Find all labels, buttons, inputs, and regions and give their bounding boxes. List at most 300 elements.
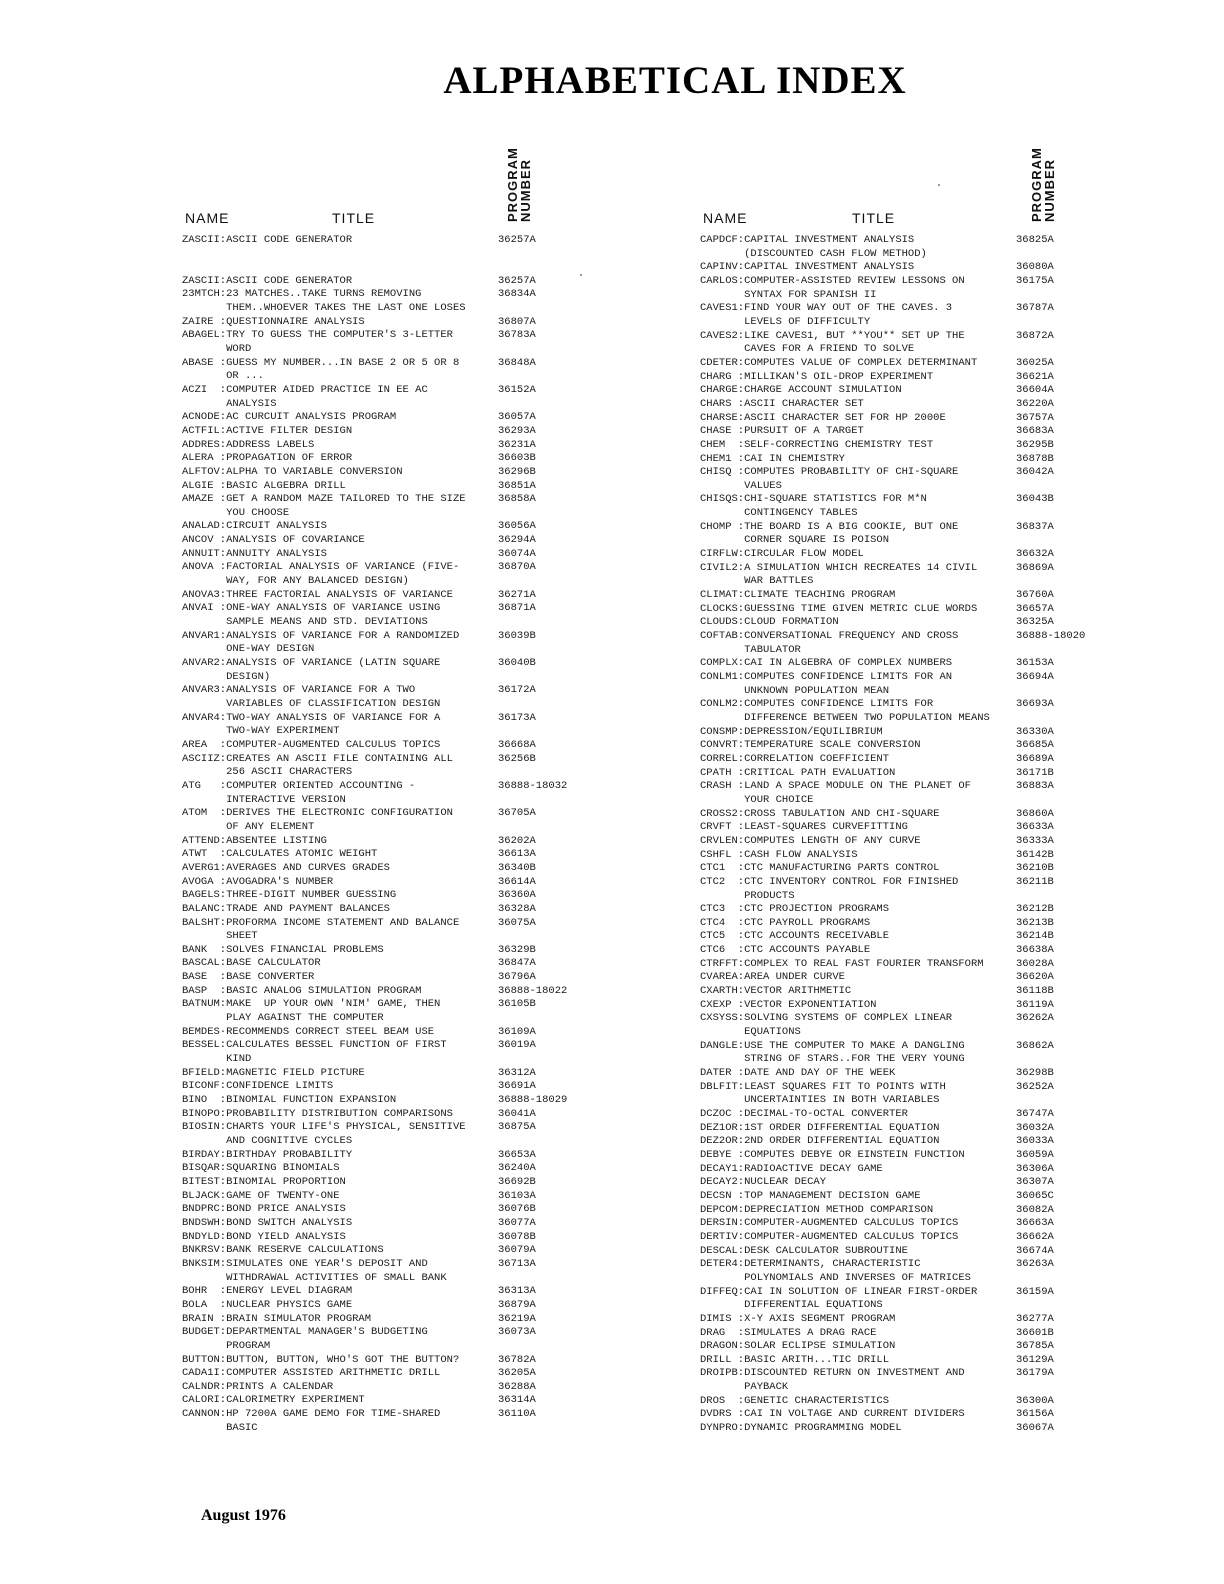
entry-program-number: 36692B [498, 1175, 536, 1188]
index-entry [700, 1258, 1085, 1272]
entry-program-number: 36171B [1016, 766, 1054, 779]
entry-name-title: BISQAR:SQUARING BINOMIALS [182, 1162, 340, 1175]
entry-name-title: CTC2 :CTC INVENTORY CONTROL FOR FINISHED [700, 875, 959, 888]
entry-program-number: 36782A [498, 1353, 536, 1366]
entry-program-number: 36760A [1016, 589, 1054, 602]
index-entry [182, 561, 567, 575]
index-entry [182, 684, 567, 698]
entry-name-title: ANOVA3:THREE FACTORIAL ANALYSIS OF VARIANCE [182, 588, 453, 601]
entry-program-number: 36325A [1016, 616, 1054, 629]
entry-name-title: ALGIE :BASIC ALGEBRA DRILL [182, 479, 346, 492]
entry-name-title: ANVAR4:TWO-WAY ANALYSIS OF VARIANCE FOR A [182, 711, 441, 724]
index-entry [182, 630, 567, 644]
entry-program-number: 36879A [498, 1298, 536, 1311]
index-entry [182, 302, 567, 316]
index-entry [182, 1422, 567, 1436]
entry-name-title: BIOSIN:CHARTS YOUR LIFE'S PHYSICAL, SENSITIVE [182, 1121, 466, 1134]
entry-name-title: THEM..WHOEVER TAKES THE LAST ONE LOSES [182, 301, 466, 314]
index-entry [182, 1285, 567, 1299]
entry-program-number: 36080A [1016, 261, 1054, 274]
entry-name-title: CXARTH:VECTOR ARITHMETIC [700, 985, 852, 998]
index-entry [182, 1121, 567, 1135]
entry-program-number: 36705A [498, 807, 536, 820]
entry-name-title: DCZOC :DECIMAL-TO-OCTAL CONVERTER [700, 1108, 908, 1120]
entry-program-number: 36330A [1016, 725, 1054, 738]
entry-program-number: 36153A [1016, 657, 1054, 670]
entry-program-number: 36298B [1016, 1067, 1054, 1080]
entry-name-title: DECAY1:RADIOACTIVE DECAY GAME [700, 1162, 883, 1175]
index-entry [182, 234, 567, 248]
entry-program-number: 36875A [498, 1121, 536, 1134]
entry-program-number: 36340B [498, 861, 536, 874]
entry-program-number: 36747A [1016, 1108, 1054, 1120]
index-entry [182, 411, 567, 425]
index-entry [182, 493, 567, 507]
entry-name-title: CTC4 :CTC PAYROLL PROGRAMS [700, 916, 871, 929]
entry-name-title: AND COGNITIVE CYCLES [182, 1135, 353, 1147]
entry-name-title: BEMDES·RECOMMENDS CORRECT STEEL BEAM USE [182, 1025, 435, 1038]
entry-name-title: BANK :SOLVES FINANCIAL PROBLEMS [182, 943, 384, 956]
entry-program-number: 36073A [498, 1326, 536, 1339]
entry-program-number: 36129A [1016, 1353, 1054, 1366]
index-entry [182, 439, 567, 453]
entry-name-title: (DISCOUNTED CASH FLOW METHOD) [700, 247, 927, 260]
entry-name-title: DESIGN) [182, 670, 271, 683]
entry-name-title: DATER :DATE AND DAY OF THE WEEK [700, 1067, 896, 1080]
entry-program-number: 36042A [1016, 466, 1054, 479]
print-speck [938, 184, 940, 186]
entry-program-number: 36837A [1016, 520, 1054, 533]
index-entry [700, 1231, 1085, 1245]
index-entry [700, 985, 1085, 999]
index-entry [182, 534, 567, 548]
entry-name-title: ONE-WAY DESIGN [182, 643, 315, 656]
index-entry [700, 493, 1085, 507]
entry-program-number: 36883A [1016, 780, 1054, 793]
entry-program-number: 36713A [498, 1257, 536, 1270]
entry-name-title: BNDYLD:BOND YIELD ANALYSIS [182, 1230, 346, 1243]
entry-program-number: 36271A [498, 588, 536, 601]
index-entry [182, 1272, 567, 1286]
index-entry [700, 289, 1085, 303]
entry-name-title: BALSHT:PROFORMA INCOME STATEMENT AND BALANCE [182, 916, 460, 929]
entry-program-number: 36220A [1016, 397, 1054, 410]
entry-name-title: ANCOV :ANALYSIS OF COVARIANCE [182, 534, 365, 547]
index-entry [700, 1108, 1085, 1122]
index-entry [182, 1012, 567, 1026]
index-entry [700, 302, 1085, 316]
entry-name-title: CHARG :MILLIKAN'S OIL-DROP EXPERIMENT [700, 370, 934, 383]
entry-program-number: 36077A [498, 1216, 536, 1229]
entry-name-title: DRAGON:SOLAR ECLIPSE SIMULATION [700, 1340, 896, 1353]
index-entry [182, 1313, 567, 1327]
index-entry [182, 466, 567, 480]
entry-name-title: CSHFL :CASH FLOW ANALYSIS [700, 848, 858, 861]
index-entry [700, 480, 1085, 494]
index-entry [182, 1354, 567, 1368]
index-entry [182, 1176, 567, 1190]
entry-name-title: CRVFT :LEAST-SQUARES CURVEFITTING [700, 821, 908, 834]
index-entry [700, 1149, 1085, 1163]
entry-program-number: 36043B [1016, 493, 1054, 506]
entry-program-number: 36300A [1016, 1394, 1054, 1407]
entry-name-title: CROSS2:CROSS TABULATION AND CHI-SQUARE [700, 807, 940, 820]
index-entry [182, 1067, 567, 1081]
entry-program-number: 36231A [498, 438, 536, 451]
entry-name-title: 256 ASCII CHARACTERS [182, 766, 353, 779]
entry-program-number: 36685A [1016, 739, 1054, 752]
index-entry [700, 1135, 1085, 1149]
entry-name-title: DYNPRO:DYNAMIC PROGRAMMING MODEL [700, 1422, 902, 1435]
entry-program-number: 36175A [1016, 274, 1054, 287]
entry-program-number: 36785A [1016, 1340, 1054, 1353]
index-entry [700, 671, 1085, 685]
index-entry [182, 739, 567, 753]
index-entry [700, 1286, 1085, 1300]
entry-program-number: 36862A [1016, 1039, 1054, 1052]
index-entry [700, 712, 1085, 726]
index-entry [700, 917, 1085, 931]
entry-name-title: AVERG1:AVERAGES AND CURVES GRADES [182, 861, 390, 874]
entry-program-number: 36219A [498, 1312, 536, 1325]
entry-name-title: ABASE :GUESS MY NUMBER...IN BASE 2 OR 5 OR 8 [182, 356, 460, 369]
index-entry [700, 1313, 1085, 1327]
entry-program-number: 36142B [1016, 848, 1054, 861]
entry-name-title: LEVELS OF DIFFICULTY [700, 315, 871, 328]
index-entry [182, 1381, 567, 1395]
entry-name-title: DECAY2:NUCLEAR DECAY [700, 1176, 827, 1189]
index-entry [182, 1135, 567, 1149]
index-entry [700, 330, 1085, 344]
index-entry [182, 1340, 567, 1354]
entry-program-number: 36293A [498, 424, 536, 437]
index-entry [700, 1012, 1085, 1026]
entry-name-title: CALORI:CALORIMETRY EXPERIMENT [182, 1394, 365, 1407]
index-entry [182, 275, 567, 289]
entry-name-title: OF ANY ELEMENT [182, 820, 315, 833]
index-entry [700, 371, 1085, 385]
entry-name-title: PAYBACK [700, 1381, 789, 1394]
entry-name-title: BOHR :ENERGY LEVEL DIAGRAM [182, 1285, 353, 1298]
index-entry [700, 821, 1085, 835]
index-entry [700, 466, 1085, 480]
index-entry [700, 657, 1085, 671]
entry-program-number: 36075A [498, 916, 536, 929]
entry-name-title: BITEST:BINOMIAL PROPORTION [182, 1175, 346, 1188]
entry-program-number: 36202A [498, 834, 536, 847]
entry-name-title: ATG :COMPUTER ORIENTED ACCOUNTING - [182, 779, 416, 792]
index-entry [700, 425, 1085, 439]
entry-program-number: 36314A [498, 1394, 536, 1407]
index-entry [182, 316, 567, 330]
entry-name-title: CARLOS:COMPUTER-ASSISTED REVIEW LESSONS ON [700, 274, 965, 287]
index-entry [700, 698, 1085, 712]
entry-name-title: ANVAR2:ANALYSIS OF VARIANCE (LATIN SQUARE [182, 657, 441, 670]
entry-program-number: 36214B [1016, 930, 1054, 943]
entry-name-title: CAVES1:FIND YOUR WAY OUT OF THE CAVES. 3 [700, 302, 953, 315]
index-entry [182, 944, 567, 958]
entry-program-number: 36211B [1016, 875, 1054, 888]
index-entry [700, 930, 1085, 944]
index-entry [182, 1190, 567, 1204]
entry-name-title: VALUES [700, 479, 782, 492]
entry-program-number: 36825A [1016, 234, 1054, 246]
index-entry [182, 930, 567, 944]
entry-name-title: ANNUIT:ANNUITY ANALYSIS [182, 547, 327, 560]
entry-name-title: BASE :BASE CONVERTER [182, 971, 315, 984]
entry-name-title: BASCAL:BASE CALCULATOR [182, 957, 321, 970]
entry-name-title: ABAGEL:TRY TO GUESS THE COMPUTER'S 3-LETTER [182, 329, 453, 342]
entry-name-title: BUDGET:DEPARTMENTAL MANAGER'S BUDGETING [182, 1326, 428, 1339]
entry-name-title: CHEM1 :CAI IN CHEMISTRY [700, 452, 845, 465]
entry-name-title: ALERA :PROPAGATION OF ERROR [182, 452, 353, 465]
entry-program-number: 36653A [498, 1148, 536, 1161]
print-speck [580, 274, 582, 276]
entry-name-title: CTC1 :CTC MANUFACTURING PARTS CONTROL [700, 862, 940, 875]
entry-program-number: 36689A [1016, 752, 1054, 765]
index-entry [182, 1326, 567, 1340]
entry-program-number: 36604A [1016, 384, 1054, 397]
entry-name-title: BNDPRC:BOND PRICE ANALYSIS [182, 1203, 346, 1216]
index-entry [700, 685, 1085, 699]
entry-name-title: KIND [182, 1053, 252, 1066]
index-entry [700, 1422, 1085, 1436]
entry-program-number: 36039B [498, 629, 536, 642]
entry-name-title: CTC5 :CTC ACCOUNTS RECEIVABLE [700, 930, 890, 943]
entry-program-number: 36860A [1016, 807, 1054, 820]
entry-program-number: 36179A [1016, 1367, 1054, 1380]
entry-name-title: YOUR CHOICE [700, 793, 814, 806]
entry-program-number: 36783A [498, 329, 536, 342]
entry-name-title: CAPINV:CAPITAL INVESTMENT ANALYSIS [700, 261, 915, 274]
entry-program-number: 36028A [1016, 957, 1054, 970]
entry-program-number: 36663A [1016, 1217, 1054, 1230]
entry-program-number: 36210B [1016, 862, 1054, 875]
entry-program-number: 36848A [498, 356, 536, 369]
index-entry [182, 1108, 567, 1122]
entry-name-title: CORNER SQUARE IS POISON [700, 534, 890, 547]
entry-name-title: SYNTAX FOR SPANISH II [700, 288, 877, 301]
entry-name-title: ALFTOV:ALPHA TO VARIABLE CONVERSION [182, 465, 403, 478]
index-entry [700, 780, 1085, 794]
index-entry [182, 1217, 567, 1231]
entry-name-title: DIFFERENTIAL EQUATIONS [700, 1299, 883, 1312]
entry-program-number: 36878B [1016, 452, 1054, 465]
index-entry [182, 329, 567, 343]
entry-program-number: 36109A [498, 1025, 536, 1038]
index-entry [182, 671, 567, 685]
index-entry [700, 412, 1085, 426]
index-entry [182, 876, 567, 890]
entry-program-number: 36056A [498, 520, 536, 533]
entry-name-title: BESSEL:CALCULATES BESSEL FUNCTION OF FIRST [182, 1039, 447, 1052]
index-entry [700, 603, 1085, 617]
index-entry [182, 1258, 567, 1272]
entry-name-title: UNCERTAINTIES IN BOTH VARIABLES [700, 1094, 940, 1107]
entry-program-number: 36614A [498, 875, 536, 888]
entry-program-number: 36307A [1016, 1176, 1054, 1189]
entry-program-number: 36296B [498, 465, 536, 478]
index-entry [182, 1203, 567, 1217]
entry-name-title: ANVAR1:ANALYSIS OF VARIANCE FOR A RANDOMIZED [182, 629, 460, 642]
entry-name-title: BNKRSV:BANK RESERVE CALCULATIONS [182, 1244, 384, 1257]
index-entry [700, 357, 1085, 371]
index-entry [700, 971, 1085, 985]
index-entry [700, 1204, 1085, 1218]
entry-name-title: CONTINGENCY TABLES [700, 507, 858, 520]
index-entry [700, 630, 1085, 644]
entry-program-number: 36872A [1016, 329, 1054, 342]
entry-name-title: DROIPB:DISCOUNTED RETURN ON INVESTMENT AND [700, 1367, 965, 1380]
entry-name-title: UNKNOWN POPULATION MEAN [700, 684, 890, 697]
index-entry [700, 890, 1085, 904]
index-entry [700, 1245, 1085, 1259]
index-entry [700, 753, 1085, 767]
index-entry [182, 1053, 567, 1067]
index-entry [700, 589, 1085, 603]
entry-name-title: CHISQ :COMPUTES PROBABILITY OF CHI-SQUARE [700, 466, 959, 479]
index-entry [700, 849, 1085, 863]
entry-program-number: 36329B [498, 943, 536, 956]
entry-name-title: ATOM :DERIVES THE ELECTRONIC CONFIGURATION [182, 807, 453, 820]
entry-name-title: DECSN :TOP MANAGEMENT DECISION GAME [700, 1189, 921, 1202]
index-entry [700, 958, 1085, 972]
entry-program-number: 36213B [1016, 916, 1054, 929]
entry-name-title: POLYNOMIALS AND INVERSES OF MATRICES [700, 1271, 971, 1284]
index-entry [700, 1299, 1085, 1313]
index-entry [182, 807, 567, 821]
index-entry [700, 862, 1085, 876]
entry-name-title: BRAIN :BRAIN SIMULATOR PROGRAM [182, 1312, 372, 1325]
entry-program-number: 36638A [1016, 944, 1054, 957]
entry-name-title: DANGLE:USE THE COMPUTER TO MAKE A DANGLING [700, 1039, 965, 1052]
entry-name-title: ANVAI :ONE-WAY ANALYSIS OF VARIANCE USING [182, 602, 441, 615]
index-entry [700, 398, 1085, 412]
entry-name-title: CRVLEN:COMPUTES LENGTH OF ANY CURVE [700, 834, 921, 847]
entry-name-title: YOU CHOOSE [182, 506, 290, 519]
entry-program-number: 36159A [1016, 1285, 1054, 1298]
entry-name-title: CPATH :CRITICAL PATH EVALUATION [700, 766, 896, 779]
entry-program-number: 36888-18020 [1016, 630, 1086, 643]
entry-program-number: 36657A [1016, 602, 1054, 615]
entry-name-title: TABULATOR [700, 643, 801, 656]
index-entry [182, 998, 567, 1012]
index-entry [700, 1081, 1085, 1095]
index-entry [700, 726, 1085, 740]
entry-program-number: 36888-18022 [498, 984, 568, 997]
index-entry [182, 821, 567, 835]
entry-name-title: PRODUCTS [700, 889, 795, 902]
entry-name-title: DBLFIT:LEAST SQUARES FIT TO POINTS WITH [700, 1080, 946, 1093]
title-column-header: TITLE [332, 210, 376, 226]
entry-name-title: AVOGA :AVOGADRA'S NUMBER [182, 875, 334, 888]
index-entry [182, 780, 567, 794]
entry-name-title: CTRFFT:COMPLEX TO REAL FAST FOURIER TRANSFORM [700, 957, 984, 970]
index-entry [700, 1272, 1085, 1286]
entry-name-title: VARIABLES OF CLASSIFICATION DESIGN [182, 698, 441, 710]
entry-name-title: BALANC:TRADE AND PAYMENT BALANCES [182, 902, 390, 915]
entry-name-title: CVAREA:AREA UNDER CURVE [700, 971, 845, 984]
entry-name-title: ZASCII:ASCII CODE GENERATOR [182, 274, 353, 287]
index-entry [700, 261, 1085, 275]
entry-program-number: 36787A [1016, 302, 1054, 315]
entry-program-number: 36110A [498, 1408, 536, 1421]
entry-program-number: 36683A [1016, 425, 1054, 438]
entry-name-title: ATTEND:ABSENTEE LISTING [182, 834, 327, 847]
entry-name-title: CTC3 :CTC PROJECTION PROGRAMS [700, 903, 890, 916]
entry-program-number: 36603B [498, 452, 536, 465]
entry-name-title: BINOPO:PROBABILITY DISTRIBUTION COMPARISONS [182, 1107, 453, 1120]
entry-program-number: 36328A [498, 902, 536, 915]
index-entry [700, 1053, 1085, 1067]
entry-program-number: 36306A [1016, 1162, 1054, 1175]
entry-program-number: 36807A [498, 315, 536, 328]
entry-name-title: WORD [182, 342, 252, 355]
entry-program-number: 36632A [1016, 548, 1054, 561]
entry-name-title: CAVES FOR A FRIEND TO SOLVE [700, 343, 915, 356]
entry-name-title: ASCIIZ:CREATES AN ASCII FILE CONTAINING ALL [182, 752, 453, 765]
page-footer-date: August 1976 [201, 1507, 286, 1524]
blank-gap [182, 248, 567, 275]
entry-program-number: 36078B [498, 1230, 536, 1243]
index-entry [700, 767, 1085, 781]
index-entry [182, 862, 567, 876]
index-entry [182, 889, 567, 903]
entry-name-title: OR ... [182, 370, 264, 383]
entry-name-title: EQUATIONS [700, 1026, 801, 1039]
entry-name-title: BINO :BINOMIAL FUNCTION EXPANSION [182, 1094, 397, 1107]
index-entry [700, 1122, 1085, 1136]
index-entry [182, 1367, 567, 1381]
index-entry [182, 848, 567, 862]
entry-name-title: CONLM2:COMPUTES CONFIDENCE LIMITS FOR [700, 698, 934, 711]
index-entry [182, 971, 567, 985]
index-entry [700, 521, 1085, 535]
entry-name-title: ATWT :CALCULATES ATOMIC WEIGHT [182, 848, 378, 861]
entry-name-title: CONVRT:TEMPERATURE SCALE CONVERSION [700, 739, 921, 752]
entry-program-number: 36257A [498, 274, 536, 287]
entry-program-number: 36118B [1016, 985, 1054, 998]
program-number-column-header: PROGRAM NUMBER [505, 147, 533, 222]
entry-name-title: CHARS :ASCII CHARACTER SET [700, 397, 864, 410]
entry-program-number: 36074A [498, 547, 536, 560]
entry-name-title: CRASH :LAND A SPACE MODULE ON THE PLANET OF [700, 780, 971, 793]
entry-program-number: 36119A [1016, 998, 1054, 1011]
index-entry [700, 903, 1085, 917]
entry-name-title: AREA :COMPUTER-AUGMENTED CALCULUS TOPICS [182, 738, 441, 751]
entry-name-title: 23MTCH:23 MATCHES..TAKE TURNS REMOVING [182, 288, 422, 301]
entry-name-title: CLOUDS:CLOUD FORMATION [700, 616, 839, 629]
entry-name-title: DERTIV:COMPUTER-AUGMENTED CALCULUS TOPICS [700, 1230, 959, 1243]
entry-name-title: DIMIS :X-Y AXIS SEGMENT PROGRAM [700, 1312, 896, 1325]
index-entry [182, 657, 567, 671]
index-entry [182, 425, 567, 439]
entry-program-number: 36847A [498, 957, 536, 970]
index-entry [700, 616, 1085, 630]
index-entry [700, 316, 1085, 330]
entry-program-number: 36313A [498, 1285, 536, 1298]
index-entry [700, 439, 1085, 453]
entry-name-title: BAGELS:THREE-DIGIT NUMBER GUESSING [182, 889, 397, 902]
entry-name-title: ANALAD:CIRCUIT ANALYSIS [182, 520, 327, 533]
index-entry [182, 957, 567, 971]
index-entry [700, 644, 1085, 658]
entry-name-title: DEBYE :COMPUTES DEBYE OR EINSTEIN FUNCTION [700, 1148, 965, 1161]
index-entry [700, 575, 1085, 589]
index-entry [700, 1217, 1085, 1231]
entry-name-title: BASP :BASIC ANALOG SIMULATION PROGRAM [182, 984, 422, 997]
entry-name-title: BASIC [182, 1421, 258, 1434]
